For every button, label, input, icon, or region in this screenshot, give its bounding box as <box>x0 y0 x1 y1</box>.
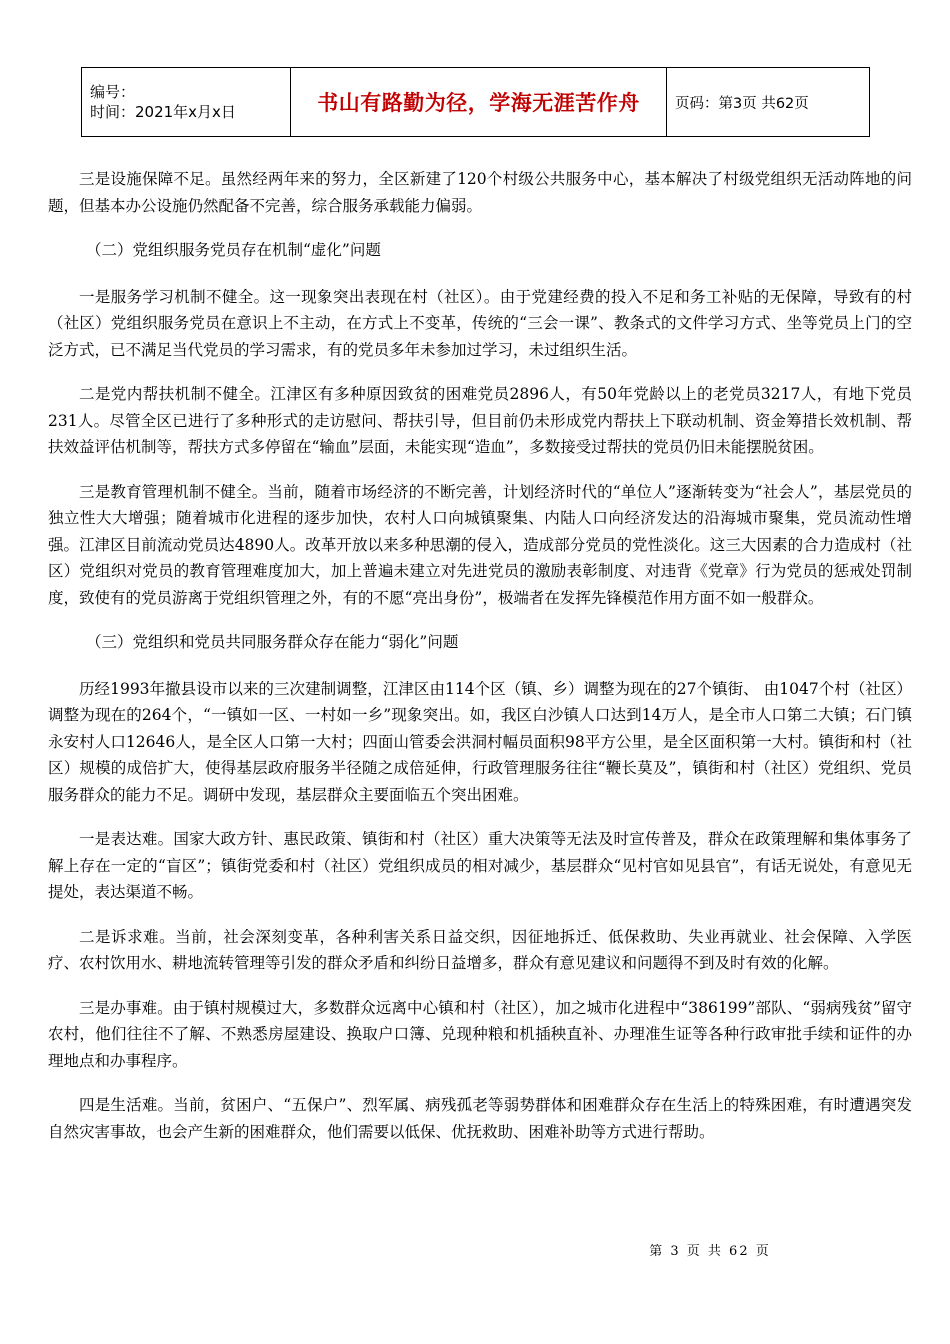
page-footer: 第 3 页 共 62 页 <box>649 1244 771 1259</box>
paragraph: 历经1993年撤县设市以来的三次建制调整，江津区由114个区（镇、乡）调整为现在的27个镇街、 由1047个村（社区）调整为现在的264个，“一镇如一区、一村如一乡”现象突出。如，我区白沙镇人口达到14万人，是全市人口第二大镇；石门镇永安村人口12646人，是全区人口第一大村；四面山管委会洪洞村幅员面积98平方公里，是全区面积第一大村。镇街和村（社区）规模的成倍扩大，使得基层政府服务半径随之成倍延伸，行政管理服务往往“鞭长莫及”，镇街和村（社区）党组织、党员服务群众的能力不足。调研中发现，基层群众主要面临五个突出困难。 <box>48 679 912 804</box>
section-heading: （三）党组织和党员共同服务群众存在能力“弱化”问题 <box>86 633 459 651</box>
paragraph: 一是表达难。国家大政方针、惠民政策、镇街和村（社区）重大决策等无法及时宣传普及，群众在政策理解和集体事务了解上存在一定的“盲区”；镇街党委和村（社区）党组织成员的相对减少，基层群众“见村官如见县官”，有话无说处，有意见无提处，表达渠道不畅。 <box>48 830 912 901</box>
paragraph: 二是诉求难。当前，社会深刻变革，各种利害关系日益交织，因征地拆迁、低保救助、失业再就业、社会保障、入学医疗、农村饮用水、耕地流转管理等引发的群众矛盾和纠纷日益增多，群众有意见建议和问题得不到及时有效的化解。 <box>48 927 912 972</box>
document-time-label: 时间：2021年x月x日 <box>90 103 236 121</box>
paragraph: 三是办事难。由于镇村规模过大，多数群众远离中心镇和村（社区），加之城市化进程中“386199”部队、“弱病残贫”留守农村，他们往往不了解、不熟悉房屋建设、换取户口簿、兑现种粮和机插秧直补、办理准生证等各种行政审批手续和证件的办理地点和办事程序。 <box>48 998 912 1070</box>
paragraph: 三是教育管理机制不健全。当前，随着市场经济的不断完善，计划经济时代的“单位人”逐渐转变为“社会人”，基层党员的独立性大大增强；随着城市化进程的逐步加快，农村人口向城镇聚集、内陆人口向经济发达的沿海城市聚集，党员流动性增强。江津区目前流动党员达4890人。改革开放以来多种思潮的侵入，造成部分党员的党性淡化。这三大因素的合力造成村（社区）党组织对党员的教育管理难度加大，加上普遍未建立对先进党员的激励表彰制度、对违背《党章》行为党员的惩戒处罚制度，致使有的党员游离于党组织管理之外，有的不愿“亮出身份”，极端者在发挥先锋模范作用方面不如一般群众。 <box>48 482 912 607</box>
header-table <box>81 67 870 137</box>
section-heading: （二）党组织服务党员存在机制“虚化”问题 <box>86 241 381 259</box>
document-body <box>48 166 912 1163</box>
paragraph: 四是生活难。当前，贫困户、“五保户”、烈军属、病残孤老等弱势群体和困难群众存在生活上的特殊困难，有时遭遇突发自然灾害事故，也会产生新的困难群众，他们需要以低保、优抚救助、困难补助等方式进行帮助。 <box>48 1096 912 1141</box>
paragraph: 三是设施保障不足。虽然经两年来的努力，全区新建了120个村级公共服务中心，基本解决了村级党组织无活动阵地的问题，但基本办公设施仍然配备不完善，综合服务承载能力偏弱。 <box>48 170 912 215</box>
header-page-label: 页码：第3页 共62页 <box>667 68 870 137</box>
document-number-label: 编号： <box>90 83 136 101</box>
paragraph: 二是党内帮扶机制不健全。江津区有多种原因致贫的困难党员2896人，有50年党龄以上的老党员3217人，有地下党员231人。尽管全区已进行了多种形式的走访慰问、帮扶引导，但目前仍未形成党内帮扶上下联动机制、资金筹措长效机制、帮扶效益评估机制等，帮扶方式多停留在“输血”层面，未能实现“造血”，多数接受过帮扶的党员仍旧未能摆脱贫困。 <box>48 385 912 456</box>
header-left-cell <box>82 68 291 137</box>
header-motto: 书山有路勤为径，学海无涯苦作舟 <box>291 68 667 137</box>
paragraph: 一是服务学习机制不健全。这一现象突出表现在村（社区）。由于党建经费的投入不足和务工补贴的无保障，导致有的村（社区）党组织服务党员在意识上不主动，在方式上不变革，传统的“三会一课”、教条式的文件学习方式、坐等党员上门的空泛方式，已不满足当代党员的学习需求，有的党员多年未参加过学习，未过组织生活。 <box>48 287 912 359</box>
